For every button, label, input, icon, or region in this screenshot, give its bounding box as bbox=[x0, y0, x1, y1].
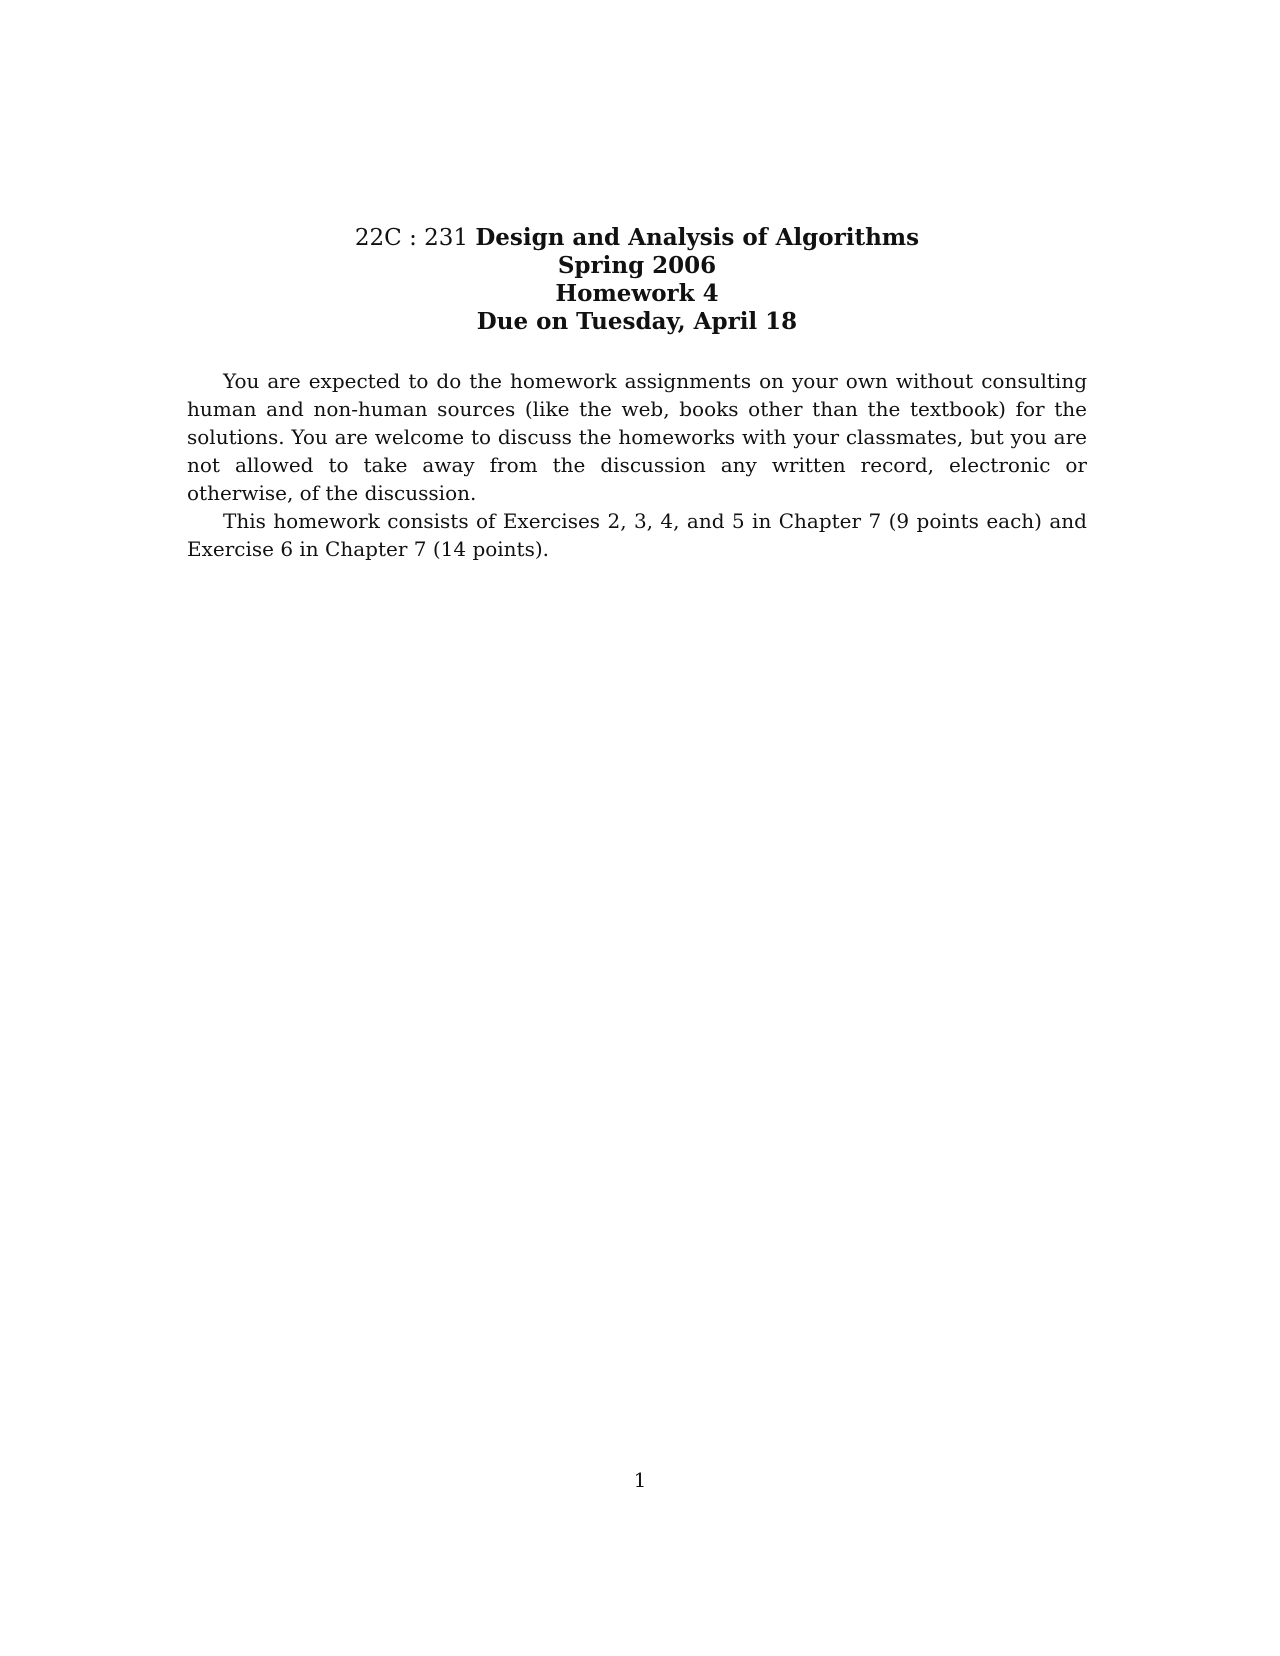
course-line bbox=[187, 224, 1087, 252]
due-date: Due on Tuesday, April 18 bbox=[476, 308, 798, 335]
assignment-paragraph: This homework consists of Exercises 2, 3, 4, and 5 in Chapter 7 (9 points each) and Exercise 6 in Chapter 7 (14 points). bbox=[187, 509, 1087, 561]
page-number: 1 bbox=[633, 1468, 647, 1492]
course-code: 22C : 231 bbox=[354, 225, 469, 251]
document-header bbox=[187, 224, 1087, 336]
document-body bbox=[187, 367, 1087, 563]
policy-paragraph: You are expected to do the homework assignments on your own without consulting human and non-human sources (like the web, books other than the textbook) for the solutions. You are welcome to discuss the homeworks with your classmates, but you are not allowed to take away from the discussion any written record, electronic or otherwise, of the discussion. bbox=[187, 369, 1087, 505]
term: Spring 2006 bbox=[557, 252, 717, 279]
assignment-title: Homework 4 bbox=[555, 280, 719, 307]
course-title: Design and Analysis of Algorithms bbox=[475, 224, 920, 251]
